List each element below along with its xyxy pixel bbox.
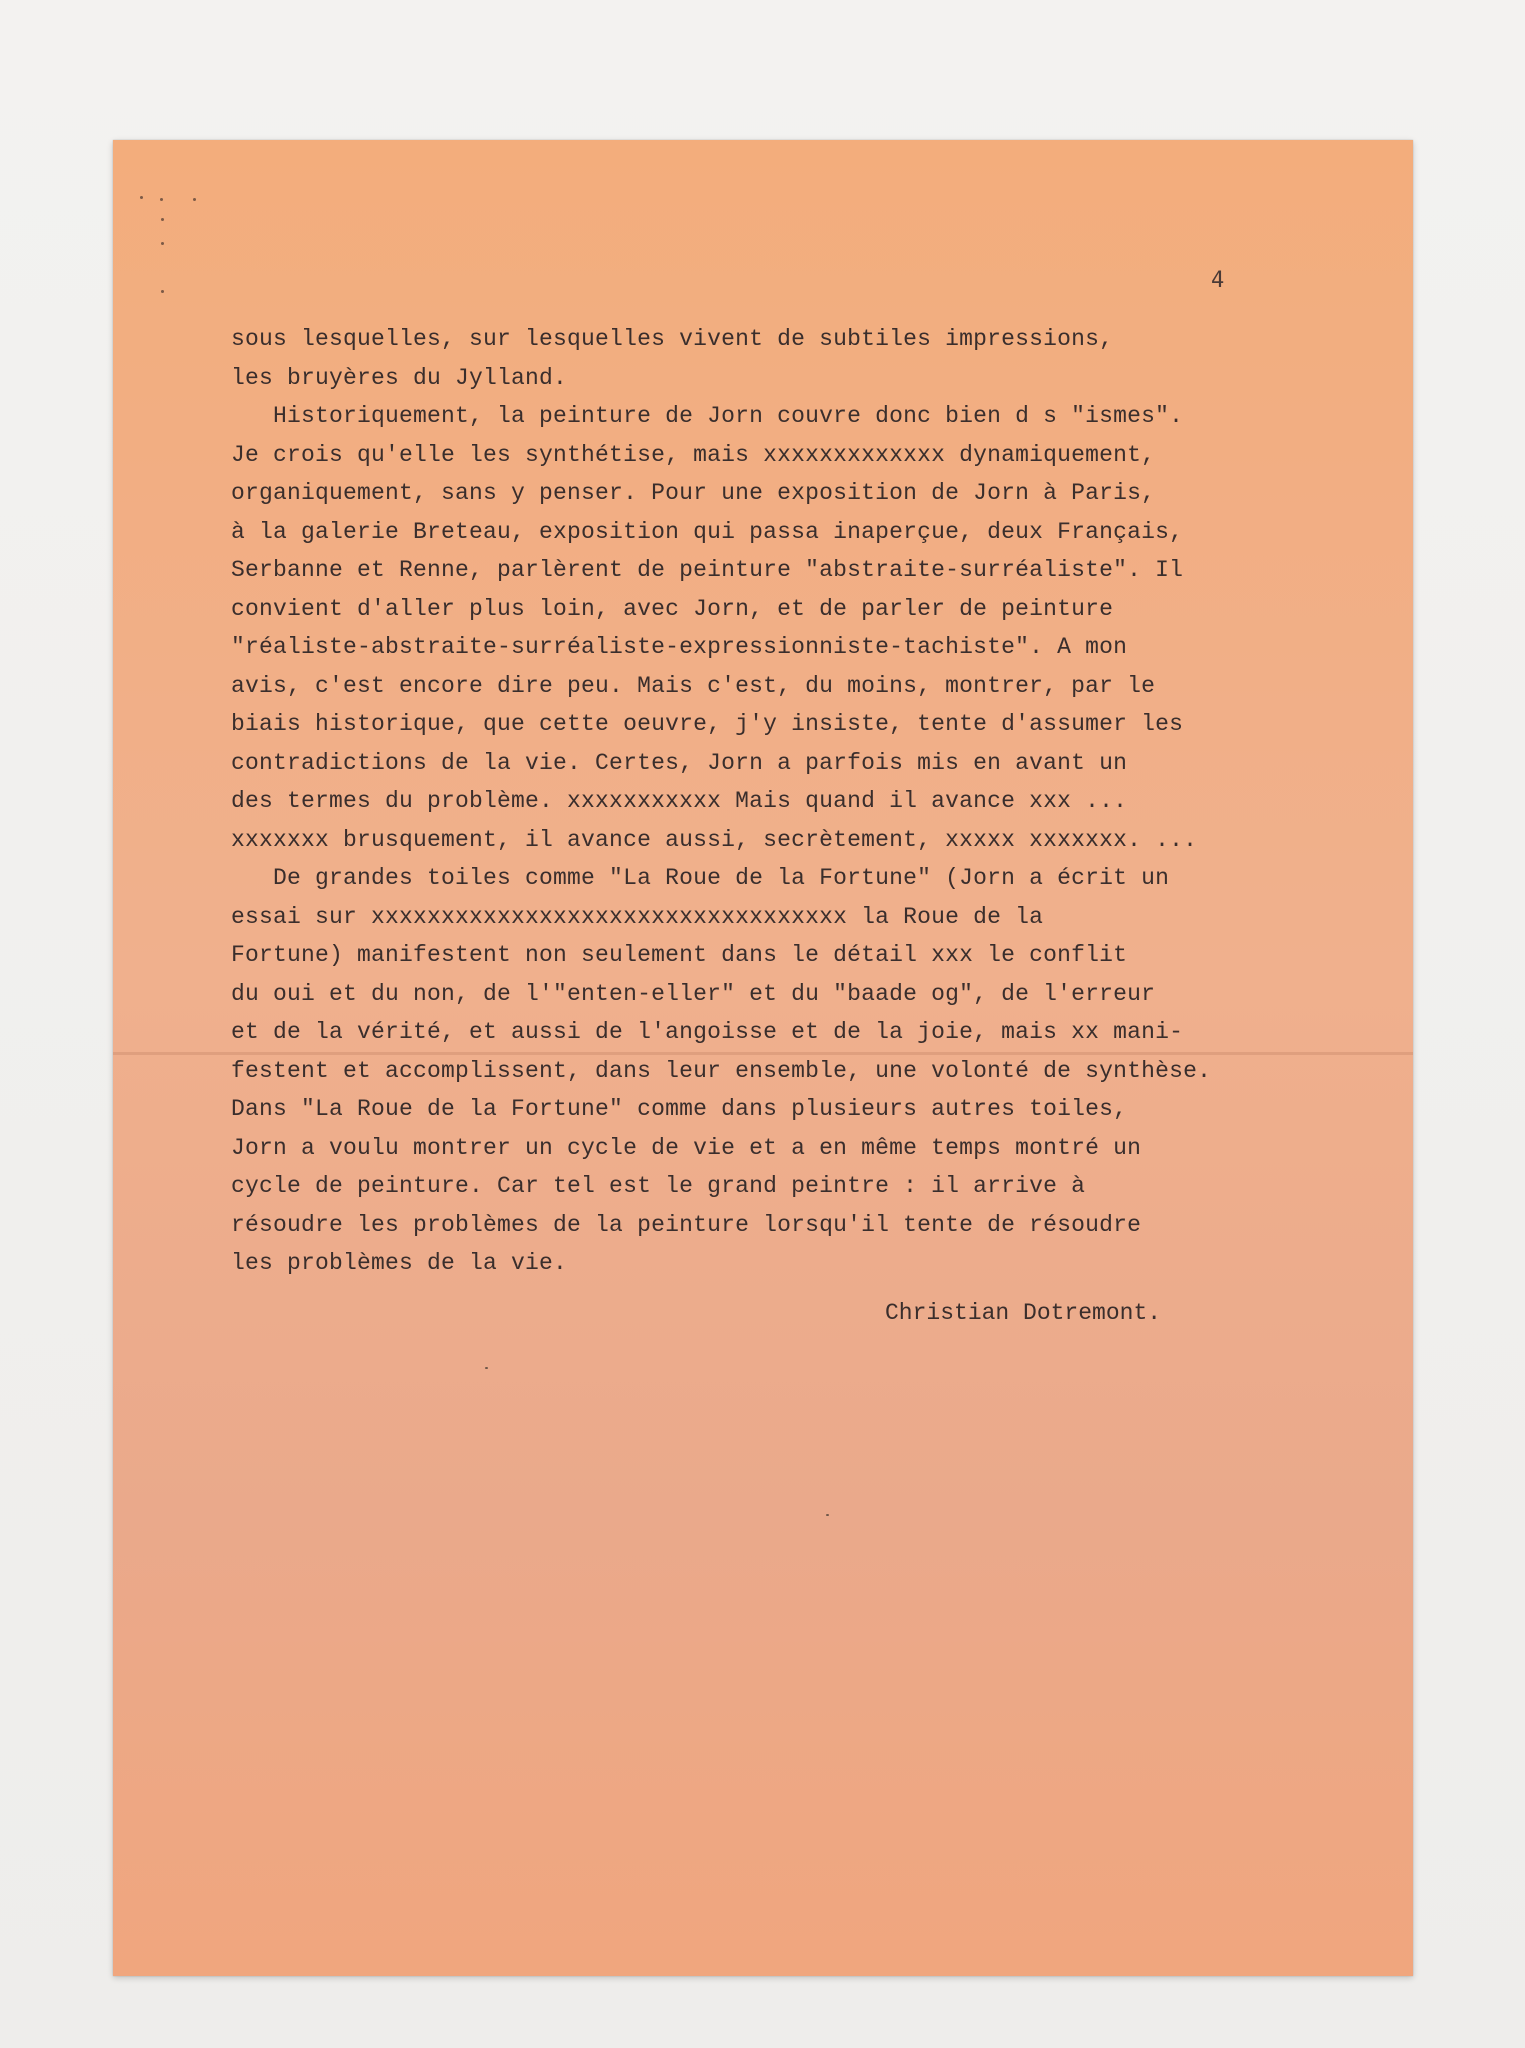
text-line: organiquement, sans y penser. Pour une exposition de Jorn à Paris, <box>231 480 1156 506</box>
text-line: les problèmes de la vie. <box>231 1250 568 1276</box>
text-line: des termes du problème. xxxxxxxxxxx Mais quand il avance xxx ... <box>231 788 1128 814</box>
pin-hole <box>140 196 143 199</box>
pin-hole <box>161 290 164 293</box>
body-text <box>231 320 1361 1283</box>
text-line: Fortune) manifestent non seulement dans le détail xxx le conflit <box>231 942 1128 968</box>
pin-hole <box>161 242 164 245</box>
text-line: cycle de peinture. Car tel est le grand peintre : il arrive à <box>231 1173 1086 1199</box>
text-line: essai sur xxxxxxxxxxxxxxxxxxxxxxxxxxxxxxxxxx la Roue de la <box>231 903 1044 930</box>
text-line: à la galerie Breteau, exposition qui passa inaperçue, deux Français, <box>231 518 1184 545</box>
pin-hole <box>160 198 163 201</box>
page-number: 4 <box>1211 268 1225 293</box>
pin-hole <box>161 218 164 221</box>
text-line: avis, c'est encore dire peu. Mais c'est, du moins, montrer, par le <box>231 672 1156 699</box>
text-line: biais historique, que cette oeuvre, j'y insiste, tente d'assumer les <box>231 711 1184 737</box>
text-line: et de la vérité, et aussi de l'angoisse et de la joie, mais xx mani- <box>231 1019 1184 1045</box>
paper-speck <box>826 1514 829 1516</box>
text-line: sous lesquelles, sur lesquelles vivent de subtiles impressions, <box>231 326 1114 352</box>
pin-hole <box>193 198 196 201</box>
text-line: du oui et du non, de l'"enten-eller" et du "baade og", de l'erreur <box>231 980 1156 1007</box>
text-line: Jorn a voulu montrer un cycle de vie et a en même temps montré un <box>231 1134 1142 1161</box>
text-line: Dans "La Roue de la Fortune" comme dans plusieurs autres toiles, <box>231 1096 1128 1122</box>
signature-line: Christian Dotremont. <box>885 1300 1162 1326</box>
text-line: De grandes toiles comme "La Roue de la Fortune" (Jorn a écrit un <box>231 865 1170 891</box>
text-line: xxxxxxx brusquement, il avance aussi, secrètement, xxxxx xxxxxxx. ... <box>231 826 1198 853</box>
text-line: Historiquement, la peinture de Jorn couvre donc bien d s "ismes". <box>231 403 1184 429</box>
paper-speck <box>485 1367 488 1369</box>
text-line: Je crois qu'elle les synthétise, mais xxxxxxxxxxxxx dynamiquement, <box>231 441 1156 468</box>
text-line: les bruyères du Jylland. <box>231 364 568 391</box>
text-line: contradictions de la vie. Certes, Jorn a parfois mis en avant un <box>231 749 1128 776</box>
text-line: festent et accomplissent, dans leur ensemble, une volonté de synthèse. <box>231 1057 1212 1084</box>
text-line: résoudre les problèmes de la peinture lorsqu'il tente de résoudre <box>231 1211 1142 1238</box>
text-line: Serbanne et Renne, parlèrent de peinture "abstraite-surréaliste". Il <box>231 557 1184 583</box>
typewritten-page <box>113 140 1413 1976</box>
text-line: "réaliste-abstraite-surréaliste-expressionniste-tachiste". A mon <box>231 634 1128 660</box>
text-line: convient d'aller plus loin, avec Jorn, et de parler de peinture <box>231 595 1114 622</box>
